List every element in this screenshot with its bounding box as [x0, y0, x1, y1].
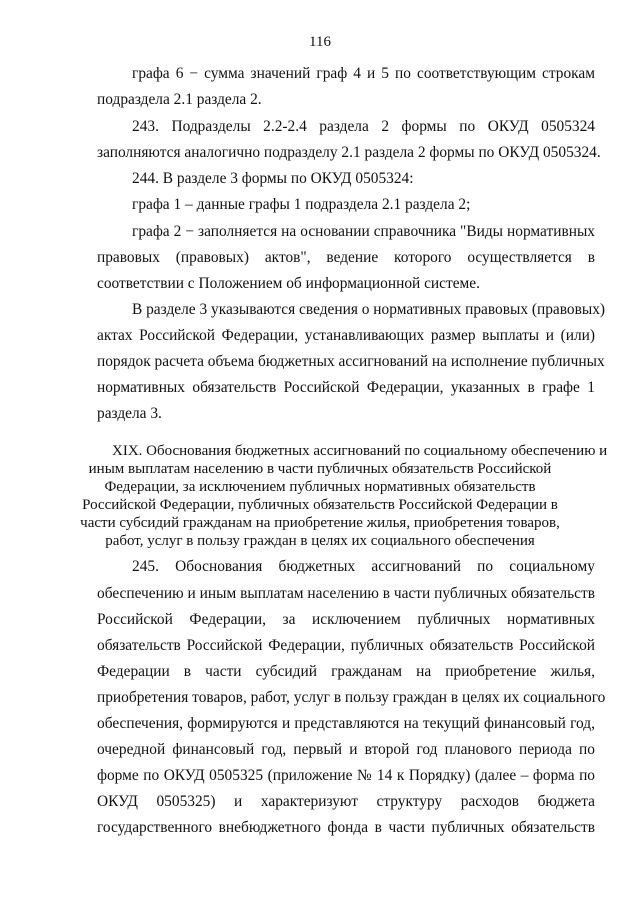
section-heading-line: XIX. Обоснования бюджетных ассигнований по социальному обеспечению и — [112, 443, 608, 459]
paragraph-line: Федерации в части субсидий гражданам на приобретение жилья, — [97, 663, 595, 680]
paragraph-line: актах Российской Федерации, устанавливающих размер выплаты и (или) — [97, 327, 595, 344]
section-heading-line: Федерации, за исключением публичных нормативных обязательств — [104, 479, 536, 495]
paragraph-line: форме по ОКУД 0505325 (приложение № 14 к Порядку) (далее – форма по — [97, 767, 595, 784]
paragraph-line: раздела 3. — [97, 405, 162, 422]
paragraph-line: ОКУД 0505325) и характеризуют структуру расходов бюджета — [97, 793, 595, 810]
paragraph-line: графа 6 − сумма значений граф 4 и 5 по соответствующим строкам — [132, 65, 595, 82]
paragraph-line: порядок расчета объема бюджетных ассигнований на исполнение публичных — [97, 353, 605, 370]
paragraph-line: подраздела 2.1 раздела 2. — [97, 91, 262, 108]
page-number: 116 — [309, 34, 331, 50]
paragraph-line: очередной финансовый год, первый и второй год планового периода по — [97, 741, 595, 758]
paragraph-line: графа 1 – данные графы 1 подраздела 2.1 раздела 2; — [132, 196, 471, 213]
paragraph-line: заполняются аналогично подразделу 2.1 раздела 2 формы по ОКУД 0505324. — [97, 144, 601, 161]
section-heading-line: Российской Федерации, публичных обязательств Российской Федерации в — [82, 497, 558, 513]
section-heading-line: иным выплатам населению в части публичных обязательств Российской — [88, 461, 552, 477]
paragraph-line: В разделе 3 указываются сведения о нормативных правовых (правовых) — [132, 301, 606, 318]
paragraph-line: обеспечения, формируются и представляются на текущий финансовый год, — [97, 715, 595, 732]
paragraph-line: приобретения товаров, работ, услуг в пользу граждан в целях их социального — [97, 689, 606, 706]
paragraph-line: Российской Федерации, за исключением публичных нормативных — [97, 611, 595, 628]
paragraph-line: государственного внебюджетного фонда в части публичных обязательств — [97, 819, 595, 836]
paragraph-line: 244. В разделе 3 формы по ОКУД 0505324: — [132, 170, 414, 187]
paragraph-line: нормативных обязательств Российской Федерации, указанных в графе 1 — [97, 379, 595, 396]
paragraph-line: обязательств Российской Федерации, публичных обязательств Российской — [97, 637, 595, 654]
paragraph-line: обеспечению и иным выплатам населению в части публичных обязательств — [97, 585, 595, 602]
section-heading-line: части субсидий гражданам на приобретение жилья, приобретения товаров, — [80, 515, 560, 531]
paragraph-line: графа 2 − заполняется на основании справочника "Виды нормативных — [132, 223, 595, 240]
section-heading-line: работ, услуг в пользу граждан в целях их социального обеспечения — [105, 533, 535, 549]
paragraph-line: соответствии с Положением об информационной системе. — [97, 275, 480, 292]
paragraph-line: 243. Подразделы 2.2-2.4 раздела 2 формы по ОКУД 0505324 — [132, 118, 595, 135]
paragraph-line: 245. Обоснования бюджетных ассигнований по социальному — [132, 558, 595, 575]
paragraph-line: правовых (правовых) актов", ведение которого осуществляется в — [97, 249, 595, 266]
